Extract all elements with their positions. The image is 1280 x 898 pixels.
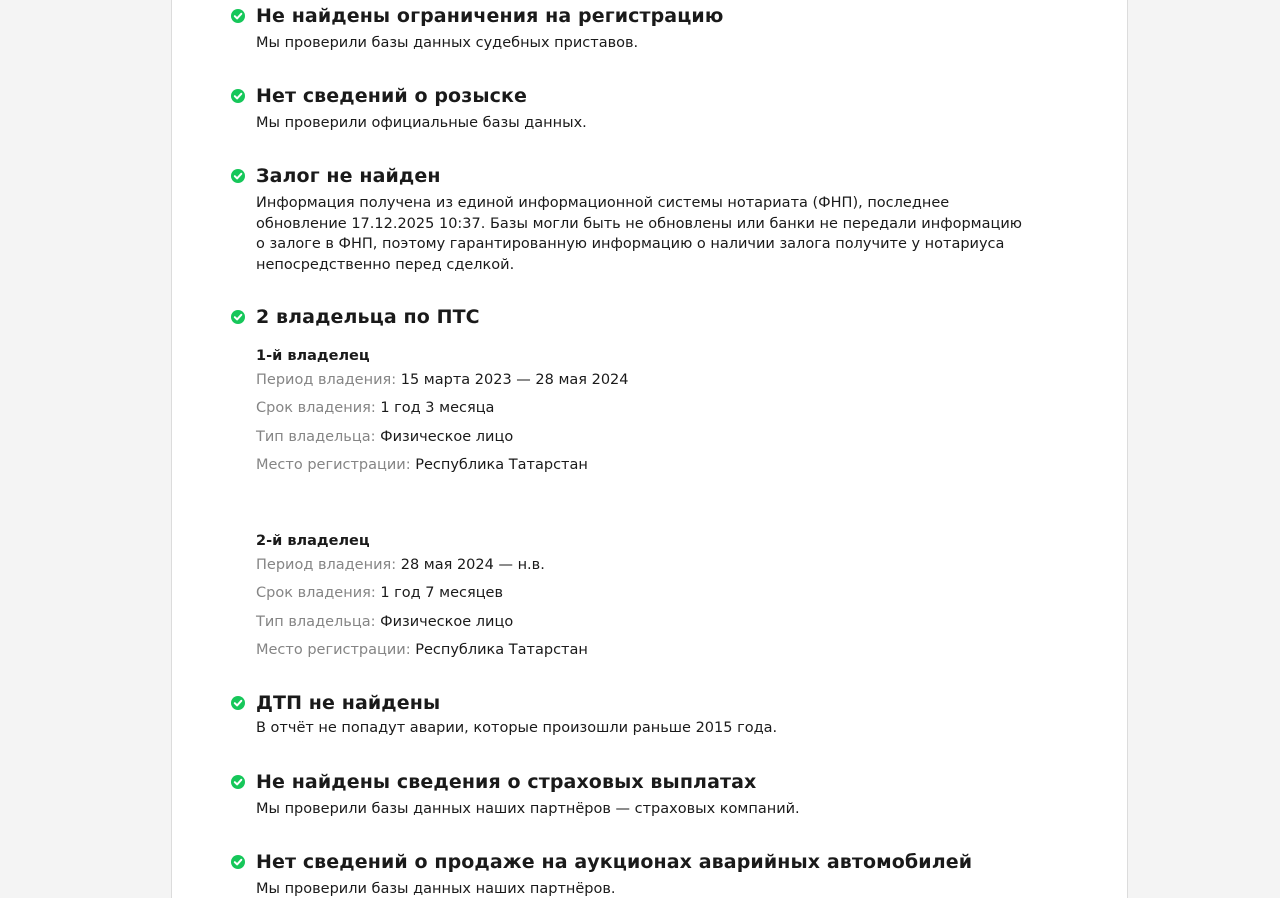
check-description: Мы проверили базы данных наших партнёров. (256, 881, 616, 897)
check-title: Нет сведений о продаже на аукционах аварийных автомобилей (256, 851, 973, 873)
check-title: ДТП не найдены (256, 692, 441, 714)
row-value: Физическое лицо (380, 613, 514, 630)
check-accidents (231, 691, 1031, 739)
owner-duration-row (256, 583, 856, 611)
check-circle-icon (231, 775, 245, 789)
check-title: 2 владельца по ПТС (256, 306, 480, 328)
check-title: Залог не найден (256, 165, 441, 187)
row-label: Период владения: (256, 372, 397, 388)
row-value: 1 год 3 месяца (380, 400, 495, 417)
check-salvage-auctions (231, 850, 1031, 898)
row-label: Тип владельца: (256, 613, 376, 630)
row-label: Место регистрации: (256, 456, 411, 473)
check-circle-icon (231, 89, 245, 103)
check-registration-restrictions (231, 4, 1031, 54)
row-value: Республика Татарстан (415, 641, 588, 658)
check-description: Мы проверили базы данных судебных приставов. (256, 35, 639, 51)
row-value: 1 год 7 месяцев (380, 585, 504, 602)
check-description: В отчёт не попадут аварии, которые произошли раньше 2015 года. (256, 720, 778, 736)
check-circle-icon (231, 310, 245, 324)
owner-period-row (256, 555, 856, 583)
row-label: Срок владения: (256, 585, 376, 602)
owner-title: 2-й владелец (256, 533, 370, 549)
owner-region-row (256, 455, 856, 483)
check-circle-icon (231, 169, 245, 183)
check-title: Нет сведений о розыске (256, 85, 527, 107)
check-circle-icon (231, 696, 245, 710)
owner-type-row (256, 612, 856, 640)
check-description: Информация получена из единой информационной системы нотариата (ФНП), последнее обновление 17.12.2025 10:37. Базы могли быть не обновлены или банки не передали информацию о залоге в ФНП, поэтому гарантированную информацию о наличии залога получите у нотариуса непосредственно перед сделкой. (256, 195, 1023, 273)
owner-region-row (256, 640, 856, 668)
check-description: Мы проверили официальные базы данных. (256, 115, 587, 131)
owner-card (256, 531, 856, 668)
row-label: Тип владельца: (256, 428, 376, 445)
row-value: 28 мая 2024 — н.в. (400, 557, 545, 573)
owner-card (256, 346, 856, 483)
check-description: Мы проверили базы данных наших партнёров — страховых компаний. (256, 801, 800, 817)
row-value: Республика Татарстан (415, 456, 588, 473)
row-label: Срок владения: (256, 400, 376, 417)
report-panel (171, 0, 1128, 898)
check-insurance-payments (231, 770, 1031, 820)
check-title: Не найдены ограничения на регистрацию (256, 5, 724, 27)
row-value: 15 марта 2023 — 28 мая 2024 (400, 372, 629, 388)
owner-title: 1-й владелец (256, 348, 370, 364)
owner-duration-row (256, 398, 856, 426)
owner-period-row (256, 370, 856, 398)
row-label: Место регистрации: (256, 641, 411, 658)
check-owners (231, 305, 1031, 329)
row-label: Период владения: (256, 557, 397, 573)
owner-type-row (256, 427, 856, 455)
check-circle-icon (231, 855, 245, 869)
check-wanted-search (231, 84, 1031, 134)
check-title: Не найдены сведения о страховых выплатах (256, 771, 757, 793)
row-value: Физическое лицо (380, 428, 514, 445)
check-pledge (231, 164, 1031, 275)
check-circle-icon (231, 9, 245, 23)
